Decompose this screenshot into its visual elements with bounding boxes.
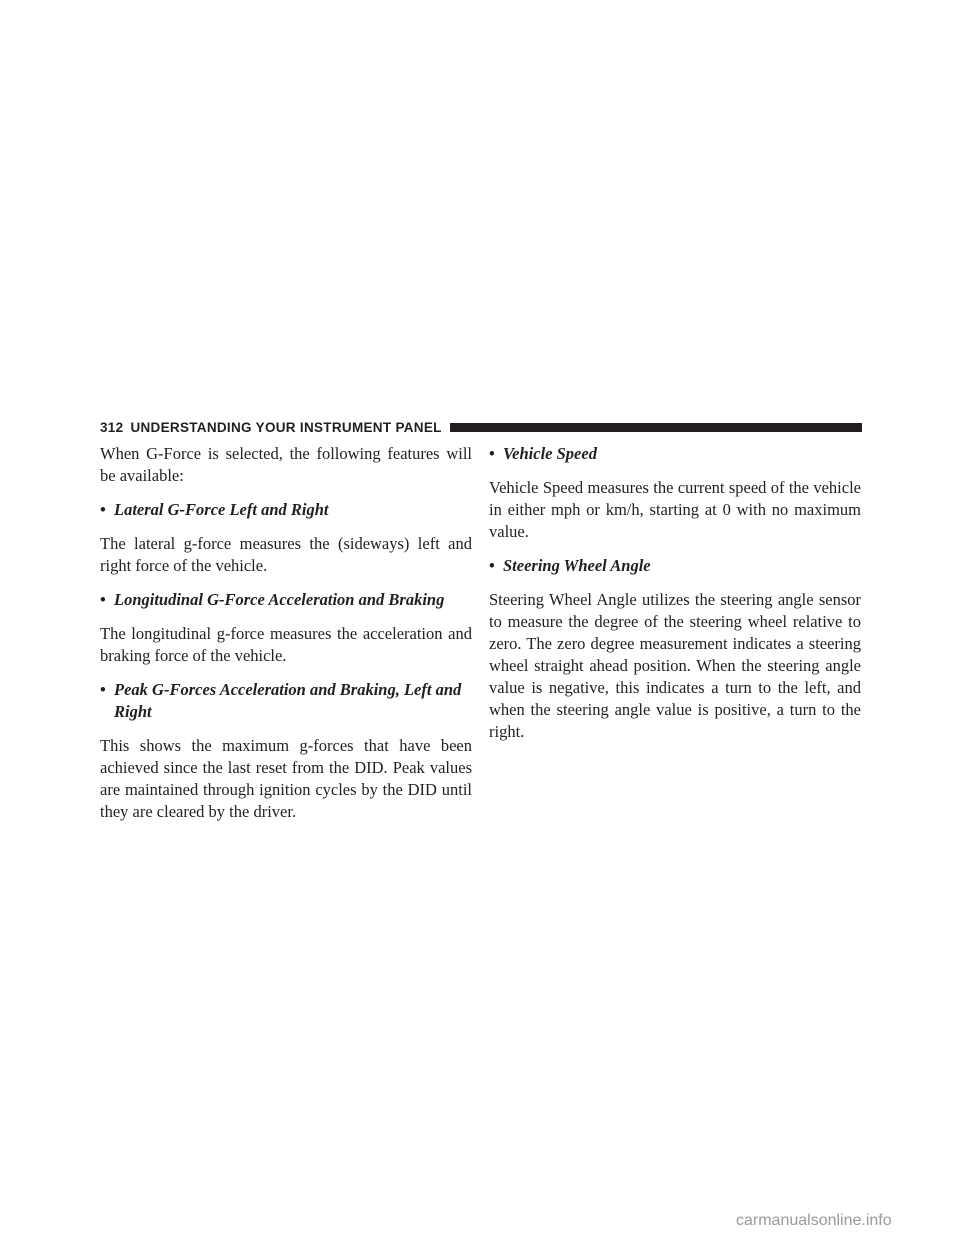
intro-paragraph: When G-Force is selected, the following features will be available: bbox=[100, 444, 472, 485]
page-header bbox=[100, 416, 862, 438]
vehicle-speed-paragraph: Vehicle Speed measures the current speed of the vehicle in either mph or km/h, starting at 0 with no maximum value. bbox=[489, 478, 861, 541]
steering-wheel-angle-paragraph: Steering Wheel Angle utilizes the steering angle sensor to measure the degree of the steering wheel relative to zero. The zero degree measurement indicates a steering wheel straight ahead position. When the steering angle value is negative, this indicates a turn to the left, and when the steering angle value is positive, a turn to the right. bbox=[489, 590, 861, 741]
bullet-icon: • bbox=[100, 500, 106, 519]
bullet-label: Peak G-Forces Acceleration and Braking, Left and Right bbox=[114, 680, 462, 721]
bullet-icon: • bbox=[100, 590, 106, 609]
bullet-label: Lateral G-Force Left and Right bbox=[114, 500, 329, 519]
watermark: carmanualsonline.info bbox=[736, 1212, 892, 1229]
bullet-label: Vehicle Speed bbox=[503, 444, 597, 463]
page-number: 312 bbox=[100, 419, 124, 435]
right-column bbox=[489, 443, 861, 755]
bullet-icon: • bbox=[100, 680, 106, 699]
bullet-vehicle-speed bbox=[489, 443, 861, 465]
bullet-icon: • bbox=[489, 444, 495, 463]
bullet-label: Longitudinal G-Force Acceleration and Braking bbox=[114, 590, 445, 609]
left-column bbox=[100, 443, 472, 835]
bullet-icon: • bbox=[489, 556, 495, 575]
bullet-peak-g-forces bbox=[100, 679, 472, 723]
bullet-longitudinal-g-force bbox=[100, 589, 472, 611]
longitudinal-g-force-paragraph: The longitudinal g-force measures the acceleration and braking force of the vehicle. bbox=[100, 624, 472, 665]
header-rule bbox=[450, 423, 862, 432]
bullet-label: Steering Wheel Angle bbox=[503, 556, 651, 575]
peak-g-forces-paragraph: This shows the maximum g-forces that have been achieved since the last reset from the DID. Peak values are maintained through ignition cycles by the DID until they are cleared by the driver. bbox=[100, 736, 472, 821]
bullet-lateral-g-force bbox=[100, 499, 472, 521]
bullet-steering-wheel-angle bbox=[489, 555, 861, 577]
section-title: UNDERSTANDING YOUR INSTRUMENT PANEL bbox=[130, 419, 442, 435]
lateral-g-force-paragraph: The lateral g-force measures the (sideways) left and right force of the vehicle. bbox=[100, 534, 472, 575]
